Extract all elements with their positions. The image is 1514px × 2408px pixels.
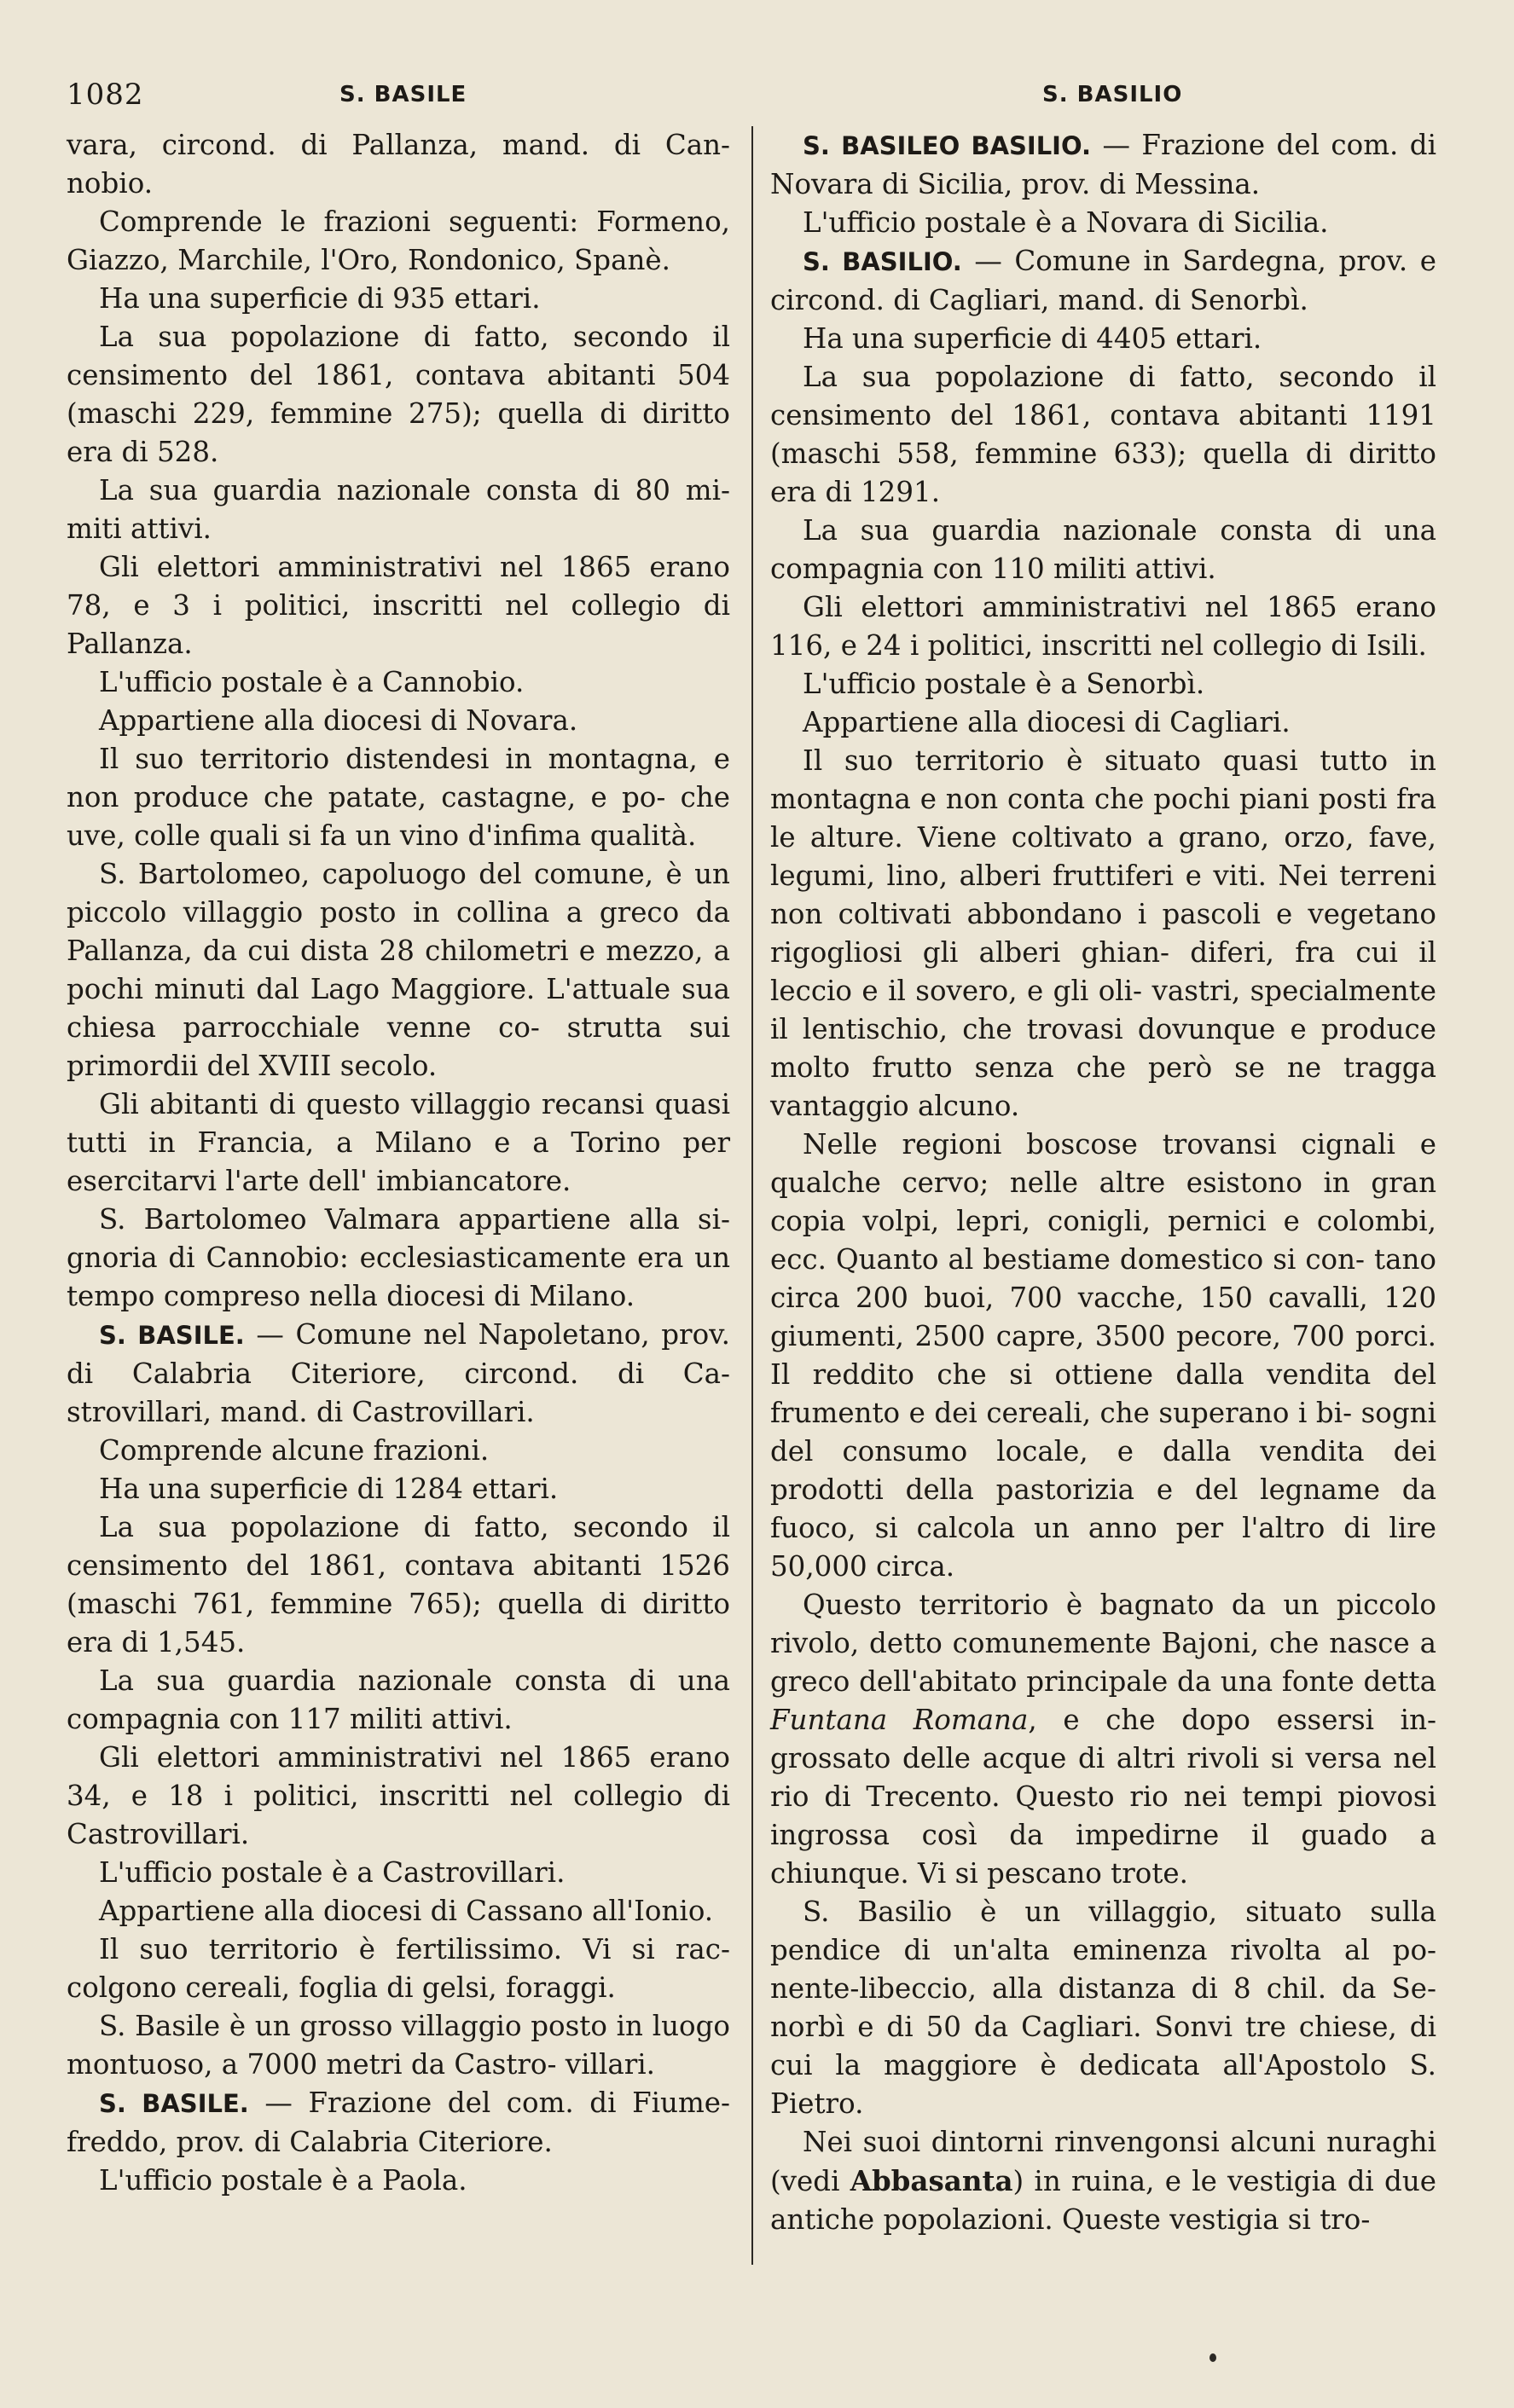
paragraph: L'ufficio postale è a Paola. — [99, 2164, 467, 2197]
paragraph: Ha una superficie di 1284 ettari. — [99, 1473, 559, 1505]
paragraph: Il suo territorio è fertilissimo. Vi si rac- colgono cereali, foglia di gelsi, foraggi. — [67, 1933, 730, 2004]
running-header-right: S. BASILIO — [1042, 82, 1183, 107]
left-column — [67, 126, 730, 2200]
entry-heading: S. BASILIO. — [803, 247, 962, 276]
paragraph: La sua guardia nazionale consta di 80 mi- miti attivi. — [67, 474, 730, 545]
paragraph: vara, circond. di Pallanza, mand. di Can- nobio. — [67, 129, 730, 200]
column-divider — [751, 126, 753, 2265]
entry-text: — Frazione del com. di Fiume- freddo, prov. di Calabria Citeriore. — [67, 2087, 730, 2158]
paragraph: S. Basile è un grosso villaggio posto in luogo montuoso, a 7000 metri da Castro- villari. — [67, 2010, 730, 2081]
paragraph: Nelle regioni boscose trovansi cignali e qualche cervo; nelle altre esistono in gran copia volpi, lepri, conigli, pernici e colombi, ecc. Quanto al bestiame domestico si con- tano circa 200 buoi, 700 vacche, 150 cavalli, 120 giumenti, 2500 capre, 3500 pecore, 700 porci. Il reddito che si ottiene dalla vendita del frumento e dei cereali, che superano i bi- sogni del consumo locale, e dalla vendita dei prodotti della pastorizia e del legname da fuoco, si calcola un anno per l'altro di lire 50,000 circa. — [770, 1128, 1436, 1583]
paragraph: Appartiene alla diocesi di Cassano all'Ionio. — [99, 1895, 714, 1927]
paragraph: Gli elettori amministrativi nel 1865 erano 78, e 3 i politici, inscritti nel collegio di Pallanza. — [67, 551, 730, 660]
entry-heading: S. BASILE. — [99, 1321, 245, 1350]
page-number: 1082 — [67, 78, 144, 112]
entry-text: — Comune nel Napoletano, prov. di Calabria Citeriore, circond. di Ca- strovillari, mand. di Castrovillari. — [67, 1318, 730, 1428]
entry-heading: S. BASILEO BASILIO. — [803, 131, 1092, 160]
text-run: ) in ruina, e le vestigia di due antiche popolazioni. Queste vestigia si tro- — [770, 2165, 1436, 2236]
entry-san-basile-frazione — [67, 2084, 730, 2162]
entry-san-basile-comune — [67, 1316, 730, 1432]
paragraph-bajoni — [770, 1586, 1436, 1893]
paragraph: L'ufficio postale è a Senorbì. — [803, 668, 1205, 700]
bold-cross-reference: Abbasanta — [850, 2164, 1013, 2197]
text-run: , e che dopo essersi in- grossato delle acque di altri rivoli si versa nel rio di Trecento. Questo rio nei tempi piovosi ingrossa così da impedirne il guado a chiunque. Vi si pescano trote. — [770, 1704, 1436, 1890]
paragraph: Gli elettori amministrativi nel 1865 erano 116, e 24 i politici, inscritti nel collegio di Isili. — [770, 591, 1436, 662]
paragraph: Gli elettori amministrativi nel 1865 erano 34, e 18 i politici, inscritti nel collegio di Castrovillari. — [67, 1741, 730, 1850]
paragraph: Appartiene alla diocesi di Cagliari. — [803, 706, 1291, 738]
paragraph: La sua popolazione di fatto, secondo il censimento del 1861, contava abitanti 1191 (maschi 558, femmine 633); quella di diritto era di 1291. — [770, 361, 1436, 508]
paragraph: Il suo territorio è situato quasi tutto in montagna e non conta che pochi piani posti fra le alture. Viene coltivato a grano, orzo, fave, legumi, lino, alberi fruttiferi e viti. Nei terreni non coltivati abbondano i pascoli e vegetano rigogliosi gli alberi ghian- diferi, fra cui il leccio e il sovero, e gli oli- vastri, specialmente il lentischio, che trovasi dovunque e produce molto frutto senza che però se ne tragga vantaggio alcuno. — [770, 744, 1436, 1122]
italic-place-name: Funtana Romana — [770, 1704, 1029, 1736]
paragraph-nuraghi — [770, 2123, 1436, 2239]
paragraph: S. Basilio è un villaggio, situato sulla pendice di un'alta eminenza rivolta al po- nente-libeccio, alla distanza di 8 chil. da Se- norbì e di 50 da Cagliari. Sonvi tre chiese, di cui la maggiore è dedicata all'Apostolo S. Pietro. — [770, 1896, 1436, 2120]
paragraph: L'ufficio postale è a Novara di Sicilia. — [803, 206, 1329, 239]
paragraph: Il suo territorio distendesi in montagna, e non produce che patate, castagne, e po- che uve, colle quali si fa un vino d'infima qualità. — [67, 743, 730, 852]
paragraph: Appartiene alla diocesi di Novara. — [99, 704, 578, 737]
paragraph: Ha una superficie di 935 ettari. — [99, 282, 541, 315]
entry-san-basileo-basilio — [770, 126, 1436, 204]
ink-speck — [1209, 2353, 1216, 2362]
entry-text: — Comune in Sardegna, prov. e circond. di Cagliari, mand. di Senorbì. — [770, 245, 1436, 316]
paragraph: Gli abitanti di questo villaggio recansi quasi tutti in Francia, a Milano e a Torino per esercitarvi l'arte dell' imbiancatore. — [67, 1088, 730, 1197]
text-run: Nei suoi dintorni rinvengonsi alcuni nuraghi (vedi — [770, 2126, 1436, 2197]
entry-san-basilio — [770, 242, 1436, 320]
paragraph: La sua popolazione di fatto, secondo il censimento del 1861, contava abitanti 1526 (maschi 761, femmine 765); quella di diritto era di 1,545. — [67, 1511, 730, 1658]
right-column — [770, 126, 1436, 2239]
paragraph: Comprende le frazioni seguenti: Formeno, Giazzo, Marchile, l'Oro, Rondonico, Spanè. — [67, 205, 730, 276]
paragraph: S. Bartolomeo, capoluogo del comune, è un piccolo villaggio posto in collina a greco da Pallanza, da cui dista 28 chilometri e mezzo, a pochi minuti dal Lago Maggiore. L'attuale sua chiesa parrocchiale venne co- strutta sui primordii del XVIII secolo. — [67, 858, 730, 1082]
paragraph: La sua guardia nazionale consta di una compagnia con 110 militi attivi. — [770, 514, 1436, 585]
paragraph: S. Bartolomeo Valmara appartiene alla si- gnoria di Cannobio: ecclesiasticamente era un tempo compreso nella diocesi di Milano. — [67, 1203, 730, 1312]
entry-heading: S. BASILE. — [99, 2089, 249, 2118]
paragraph: La sua guardia nazionale consta di una compagnia con 117 militi attivi. — [67, 1664, 730, 1735]
paragraph: Comprende alcune frazioni. — [99, 1434, 490, 1467]
entry-text: — Frazione del com. di Novara di Sicilia, prov. di Messina. — [770, 129, 1436, 200]
paragraph: L'ufficio postale è a Castrovillari. — [99, 1856, 566, 1889]
paragraph: La sua popolazione di fatto, secondo il censimento del 1861, contava abitanti 504 (maschi 229, femmine 275); quella di diritto era di 528. — [67, 321, 730, 468]
text-run: Questo territorio è bagnato da un piccolo rivolo, detto comunemente Bajoni, che nasce a greco dell'abitato principale da una fonte detta — [770, 1589, 1436, 1698]
paragraph: L'ufficio postale è a Cannobio. — [99, 666, 525, 698]
running-header-left: S. BASILE — [339, 82, 467, 107]
paragraph: Ha una superficie di 4405 ettari. — [803, 322, 1262, 355]
